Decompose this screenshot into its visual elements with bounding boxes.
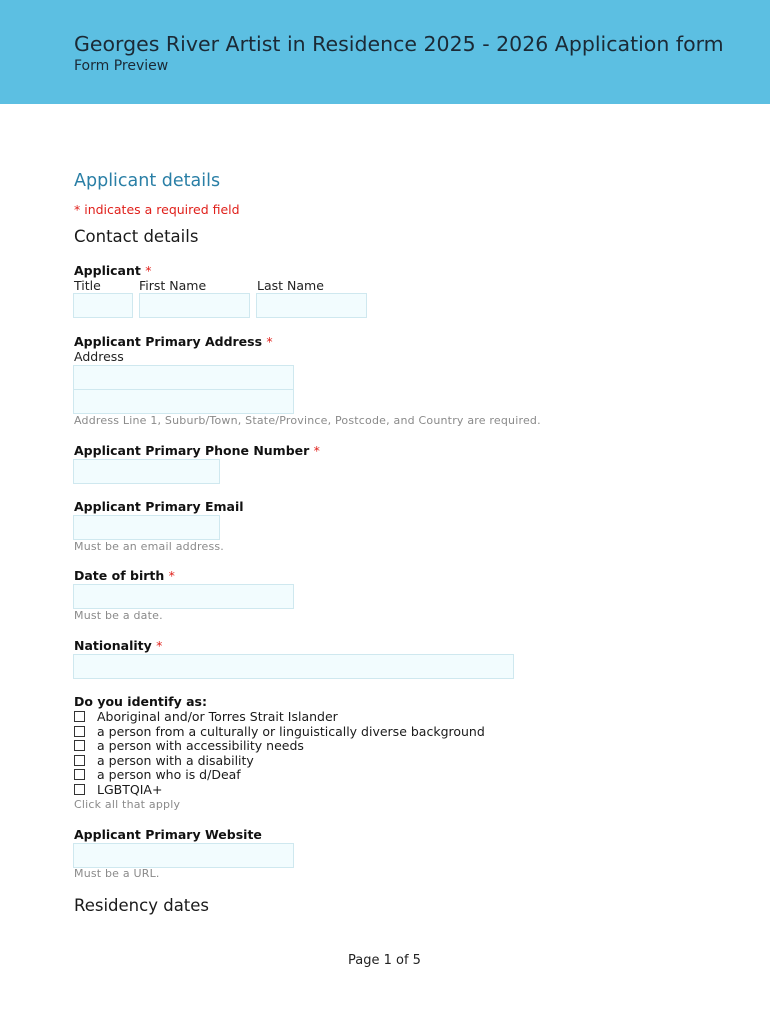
website-hint: Must be a URL. <box>74 867 160 880</box>
required-mark: * <box>266 334 273 349</box>
website-label: Applicant Primary Website <box>74 827 262 842</box>
dob-label: Date of birth * <box>74 568 175 583</box>
page-indicator: Page 1 of 5 <box>348 953 421 968</box>
identify-option[interactable]: a person with a disability <box>74 753 254 768</box>
checkbox[interactable] <box>74 726 85 737</box>
form-subtitle: Form Preview <box>74 58 169 74</box>
address-line-1-input[interactable] <box>73 365 294 390</box>
form-header <box>0 0 770 104</box>
checkbox[interactable] <box>74 769 85 780</box>
identify-label: Do you identify as: <box>74 694 207 709</box>
phone-input[interactable] <box>73 459 220 484</box>
last-name-input[interactable] <box>256 293 367 318</box>
address-line-2-input[interactable] <box>73 389 294 414</box>
form-title: Georges River Artist in Residence 2025 - 2026 Application form <box>74 32 724 56</box>
identify-hint: Click all that apply <box>74 798 181 811</box>
email-input[interactable] <box>73 515 220 540</box>
nationality-input[interactable] <box>73 654 514 679</box>
identify-option[interactable]: a person who is d/Deaf <box>74 767 241 782</box>
phone-label: Applicant Primary Phone Number * <box>74 443 320 458</box>
nationality-label: Nationality * <box>74 638 163 653</box>
residency-dates-heading: Residency dates <box>74 896 210 915</box>
required-note: * indicates a required field <box>74 202 240 217</box>
checkbox[interactable] <box>74 740 85 751</box>
required-mark: * <box>145 263 152 278</box>
last-name-label: Last Name <box>257 278 324 293</box>
dob-hint: Must be a date. <box>74 609 163 622</box>
identify-option[interactable]: a person with accessibility needs <box>74 738 304 753</box>
first-name-label: First Name <box>139 278 207 293</box>
checkbox[interactable] <box>74 784 85 795</box>
identify-option[interactable]: a person from a culturally or linguistically diverse background <box>74 724 485 739</box>
address-label: Applicant Primary Address * <box>74 334 273 349</box>
address-sub-label: Address <box>74 349 124 364</box>
title-label: Title <box>74 278 101 293</box>
email-label: Applicant Primary Email <box>74 499 244 514</box>
address-hint: Address Line 1, Suburb/Town, State/Province, Postcode, and Country are required. <box>74 414 541 427</box>
title-input[interactable] <box>73 293 133 318</box>
dob-input[interactable] <box>73 584 294 609</box>
required-mark: * <box>313 443 320 458</box>
website-input[interactable] <box>73 843 294 868</box>
contact-details-heading: Contact details <box>74 227 199 246</box>
identify-option[interactable]: Aboriginal and/or Torres Strait Islander <box>74 709 338 724</box>
identify-option[interactable]: LGBTQIA+ <box>74 782 162 797</box>
applicant-label: Applicant * <box>74 263 152 278</box>
required-mark: * <box>156 638 163 653</box>
checkbox[interactable] <box>74 711 85 722</box>
required-mark: * <box>168 568 175 583</box>
checkbox[interactable] <box>74 755 85 766</box>
email-hint: Must be an email address. <box>74 540 225 553</box>
section-title: Applicant details <box>74 171 221 191</box>
first-name-input[interactable] <box>139 293 250 318</box>
